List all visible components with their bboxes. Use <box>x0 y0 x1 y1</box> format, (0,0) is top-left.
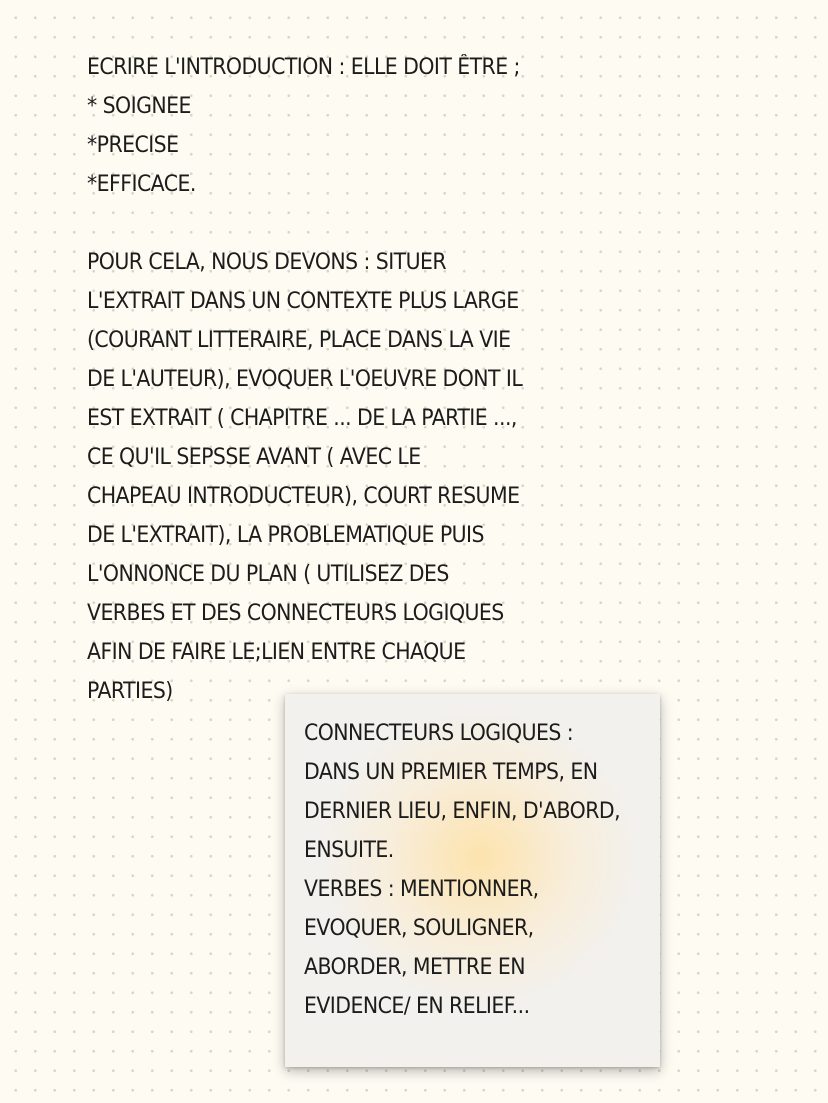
paragraph-line: CHAPEAU INTRODUCTEUR), COURT RESUME <box>87 484 520 509</box>
sticky-note[interactable] <box>285 694 660 1067</box>
criterion-line: *PRECISE <box>87 133 179 158</box>
paragraph-line: (COURANT LITTERAIRE, PLACE DANS LA VIE <box>87 328 511 353</box>
criterion-line: *EFFICACE. <box>87 172 196 197</box>
paragraph-line: POUR CELA, NOUS DEVONS : SITUER <box>87 250 447 275</box>
paragraph-line: DE L'EXTRAIT), LA PROBLEMATIQUE PUIS <box>87 523 484 548</box>
criterion-line: * SOIGNEE <box>87 94 191 119</box>
sticky-note-line: EVIDENCE/ EN RELIEF... <box>304 994 530 1019</box>
paragraph-line: AFIN DE FAIRE LE;LIEN ENTRE CHAQUE <box>87 640 466 665</box>
paragraph-gap <box>87 204 647 243</box>
paragraph-line: VERBES ET DES CONNECTEURS LOGIQUES <box>87 601 504 626</box>
sticky-note-heading: CONNECTEURS LOGIQUES : <box>304 721 574 746</box>
paragraph-line: PARTIES) <box>87 679 173 704</box>
paragraph-line: CE QU'IL SEPSSE AVANT ( AVEC LE <box>87 445 421 470</box>
handwritten-notes <box>87 48 647 711</box>
sticky-note-line: EVOQUER, SOULIGNER, <box>304 916 534 941</box>
sticky-note-text <box>304 714 664 1026</box>
sticky-note-line: ABORDER, METTRE EN <box>304 955 525 980</box>
paragraph-line: L'EXTRAIT DANS UN CONTEXTE PLUS LARGE <box>87 289 519 314</box>
sticky-note-line: ENSUITE. <box>304 838 394 863</box>
intro-heading: ECRIRE L'INTRODUCTION : ELLE DOIT ÊTRE ; <box>87 55 520 80</box>
paragraph-line: L'ONNONCE DU PLAN ( UTILISEZ DES <box>87 562 449 587</box>
paragraph-line: DE L'AUTEUR), EVOQUER L'OEUVRE DONT IL <box>87 367 523 392</box>
sticky-note-line: DANS UN PREMIER TEMPS, EN <box>304 760 598 785</box>
sticky-note-line: VERBES : MENTIONNER, <box>304 877 539 902</box>
paragraph-line: EST EXTRAIT ( CHAPITRE ... DE LA PARTIE ..., <box>87 406 517 431</box>
sticky-note-line: DERNIER LIEU, ENFIN, D'ABORD, <box>304 799 621 824</box>
